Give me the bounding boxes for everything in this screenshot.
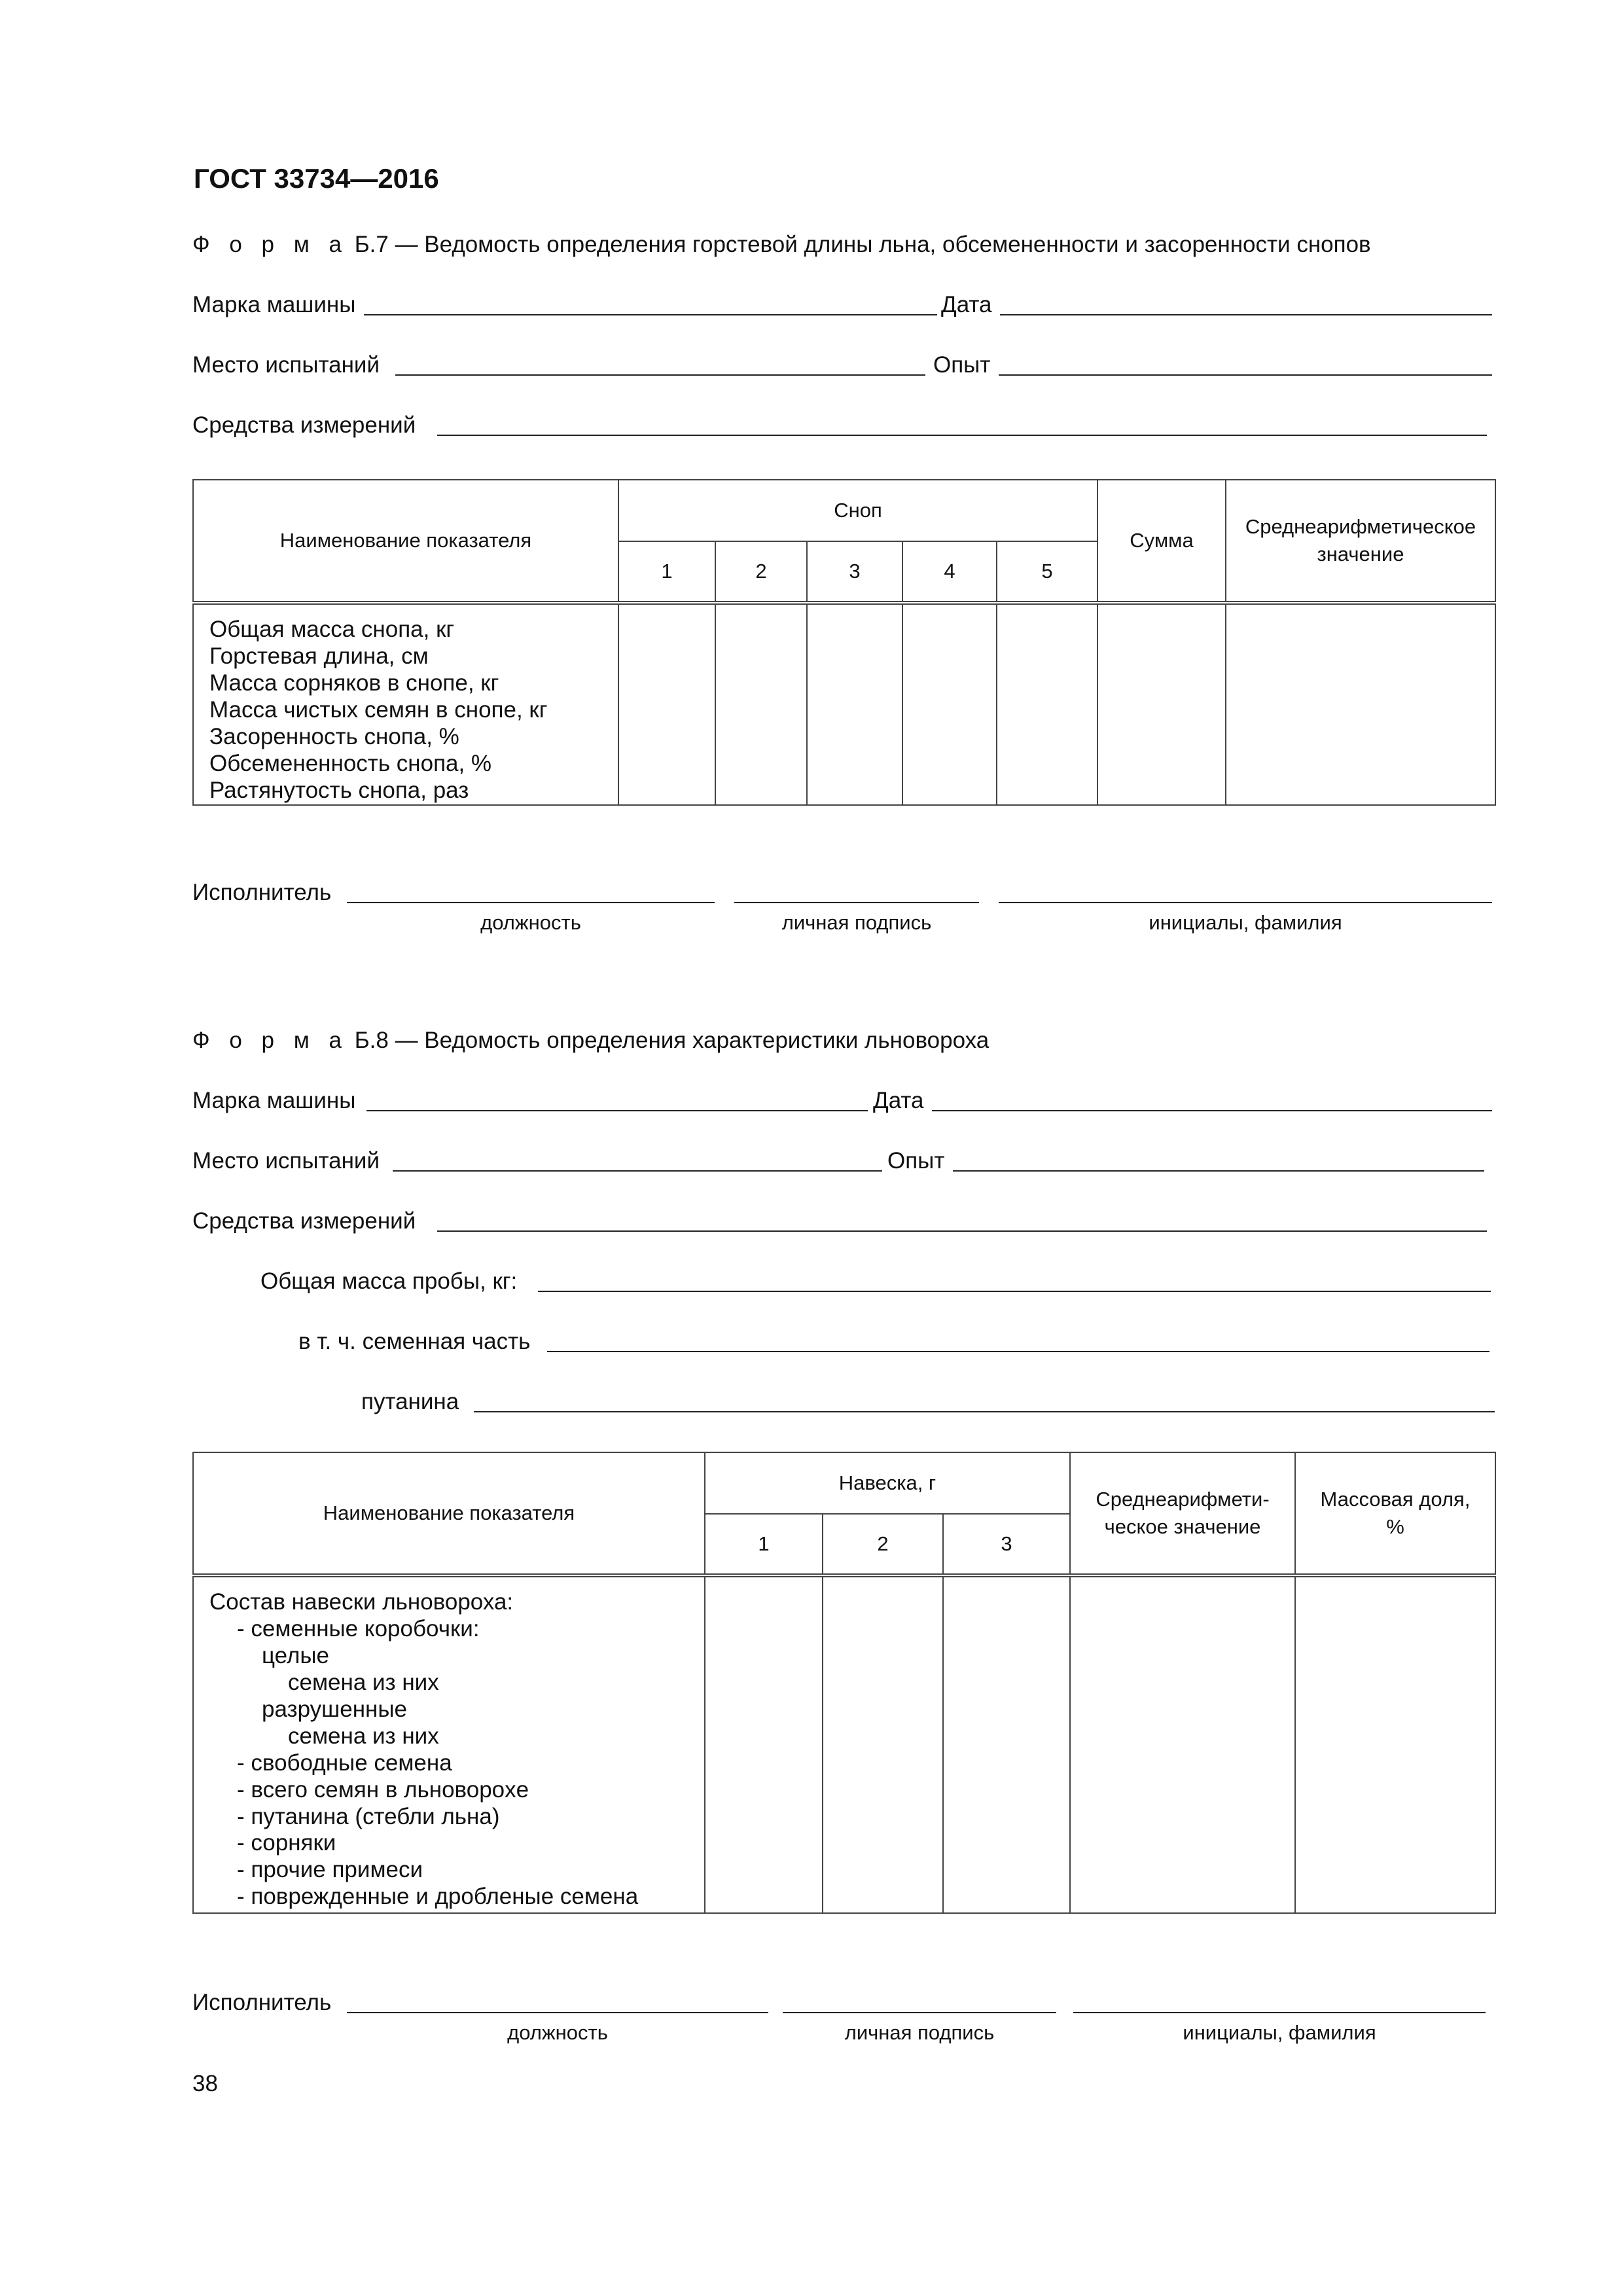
- table-row-label: - свободные семена: [237, 1749, 452, 1776]
- b8-total-mass-label: Общая масса пробы, кг:: [260, 1268, 518, 1294]
- b7-col-name: Наименование показателя: [193, 480, 618, 603]
- b7-position-field[interactable]: [347, 902, 715, 903]
- form-b8-title-prefix: Ф о р м а: [192, 1028, 348, 1053]
- b8-name-field[interactable]: [1073, 2012, 1486, 2013]
- table-row-label: - всего семян в льновороxе: [237, 1776, 529, 1803]
- b7-instruments-label: Средства измерений: [192, 412, 416, 438]
- b8-col-group: Навеска, г: [705, 1452, 1070, 1514]
- form-b8-title-text: Б.8 — Ведомость определения характеристики льновороха: [354, 1028, 990, 1053]
- b8-cell-sample-1[interactable]: [705, 1575, 823, 1913]
- b8-col-avg: [1070, 1452, 1295, 1575]
- b7-place-field[interactable]: [395, 374, 925, 376]
- b7-name-field[interactable]: [999, 902, 1492, 903]
- b7-cell-sheaf-3[interactable]: [807, 603, 902, 805]
- b7-instruments-field[interactable]: [437, 435, 1487, 436]
- b8-machine-field[interactable]: [366, 1110, 868, 1111]
- b8-cell-sample-2[interactable]: [823, 1575, 943, 1913]
- b8-place-label: Место испытаний: [192, 1148, 380, 1174]
- table-row-label: - семенные коробочки:: [237, 1615, 480, 1641]
- b7-experiment-label: Опыт: [933, 352, 991, 378]
- b7-table: [192, 479, 1496, 806]
- b8-experiment-label: Опыт: [887, 1148, 945, 1174]
- b7-col-group: Сноп: [618, 480, 1097, 541]
- b8-col-share-line1: Массовая доля,: [1320, 1488, 1471, 1511]
- b8-total-mass-field[interactable]: [538, 1291, 1491, 1292]
- table-row-label: - путанина (стебли льна): [237, 1803, 500, 1829]
- b8-cell-avg[interactable]: [1070, 1575, 1295, 1913]
- b7-subcol: 3: [807, 541, 902, 603]
- b8-sign-field[interactable]: [783, 2012, 1056, 2013]
- b8-subcol: 1: [705, 1514, 823, 1575]
- b8-name-caption: инициалы, фамилия: [1183, 2021, 1376, 2044]
- b8-machine-label: Марка машины: [192, 1088, 356, 1113]
- b7-row-names: [193, 603, 618, 805]
- form-b7-title-prefix: Ф о р м а: [192, 232, 348, 257]
- table-row-label: семена из них: [288, 1723, 439, 1749]
- table-row-label: Масса чистых семян в снопе, кг: [209, 696, 548, 723]
- b7-place-label: Место испытаний: [192, 352, 380, 378]
- b7-cell-avg[interactable]: [1226, 603, 1495, 805]
- b8-cell-sample-3[interactable]: [943, 1575, 1070, 1913]
- b8-seed-part-field[interactable]: [547, 1351, 1489, 1352]
- b7-name-caption: инициалы, фамилия: [1149, 911, 1342, 934]
- b8-cell-share[interactable]: [1295, 1575, 1495, 1913]
- table-row-label: Растянутость снопа, раз: [209, 777, 469, 803]
- b8-performer-label: Исполнитель: [192, 1990, 332, 2015]
- b7-sign-caption: личная подпись: [781, 911, 932, 934]
- b7-cell-sheaf-5[interactable]: [997, 603, 1097, 805]
- b8-sign-caption: личная подпись: [844, 2021, 995, 2044]
- b8-tangle-label: путанина: [361, 1389, 459, 1414]
- b7-subcol: 4: [902, 541, 997, 603]
- b7-cell-sheaf-4[interactable]: [902, 603, 997, 805]
- table-row-label: - поврежденные и дробленые семена: [237, 1884, 639, 1910]
- b8-place-field[interactable]: [393, 1170, 882, 1172]
- b8-instruments-label: Средства измерений: [192, 1208, 416, 1234]
- page-number: 38: [192, 2071, 218, 2096]
- form-b7-title: [192, 233, 1371, 256]
- b7-col-sum: Сумма: [1097, 480, 1226, 603]
- b8-instruments-field[interactable]: [437, 1230, 1487, 1232]
- b8-subcol: 3: [943, 1514, 1070, 1575]
- b8-position-field[interactable]: [347, 2012, 768, 2013]
- b7-date-label: Дата: [941, 292, 992, 317]
- b7-sign-field[interactable]: [734, 902, 979, 903]
- b7-cell-sheaf-2[interactable]: [715, 603, 807, 805]
- b7-col-avg: Среднеарифметическое значение: [1226, 480, 1495, 603]
- b7-performer-label: Исполнитель: [192, 880, 332, 905]
- b8-experiment-field[interactable]: [953, 1170, 1484, 1172]
- table-row-label: Общая масса снопа, кг: [209, 617, 455, 642]
- b7-subcol: 5: [997, 541, 1097, 603]
- b7-subcol: 1: [618, 541, 715, 603]
- b8-table: [192, 1452, 1496, 1914]
- table-row-label: семена из них: [288, 1669, 439, 1695]
- b8-date-field[interactable]: [932, 1110, 1492, 1111]
- b8-row-names: [193, 1575, 705, 1913]
- b8-col-share-line2: %: [1386, 1515, 1404, 1538]
- table-row-label: Горстевая длина, см: [209, 643, 429, 669]
- b7-experiment-field[interactable]: [999, 374, 1492, 376]
- table-row-label: Состав навески льновороха:: [209, 1589, 514, 1615]
- table-row-label: Засоренность снопа, %: [209, 723, 459, 749]
- table-row-label: Обсемененность снопа, %: [209, 750, 492, 776]
- b7-machine-label: Марка машины: [192, 292, 356, 317]
- b7-machine-field[interactable]: [364, 314, 937, 315]
- b7-position-caption: должность: [480, 911, 581, 934]
- b8-col-avg-line1: Среднеарифмети-: [1096, 1488, 1270, 1511]
- b7-date-field[interactable]: [1000, 314, 1492, 315]
- b8-seed-part-label: в т. ч. семенная часть: [298, 1329, 531, 1354]
- form-b7-title-text: Б.7 — Ведомость определения горстевой длины льна, обсемененности и засоренности снопов: [354, 232, 1371, 257]
- b8-subcol: 2: [823, 1514, 943, 1575]
- table-row-label: - сорняки: [237, 1830, 336, 1856]
- table-row-label: разрушенные: [262, 1696, 407, 1722]
- b7-cell-sum[interactable]: [1097, 603, 1226, 805]
- b8-position-caption: должность: [507, 2021, 608, 2044]
- b8-date-label: Дата: [873, 1088, 924, 1113]
- b7-cell-sheaf-1[interactable]: [618, 603, 715, 805]
- b7-subcol: 2: [715, 541, 807, 603]
- table-row-label: Масса сорняков в снопе, кг: [209, 670, 499, 696]
- table-row-label: целые: [262, 1642, 330, 1668]
- b8-tangle-field[interactable]: [474, 1411, 1495, 1412]
- standard-number: ГОСТ 33734—2016: [194, 163, 439, 194]
- b8-col-name: Наименование показателя: [193, 1452, 705, 1575]
- form-b8-title: [192, 1029, 989, 1052]
- b8-col-avg-line2: ческое значение: [1104, 1515, 1261, 1538]
- table-row-label: - прочие примеси: [237, 1857, 423, 1883]
- b8-col-share: [1295, 1452, 1495, 1575]
